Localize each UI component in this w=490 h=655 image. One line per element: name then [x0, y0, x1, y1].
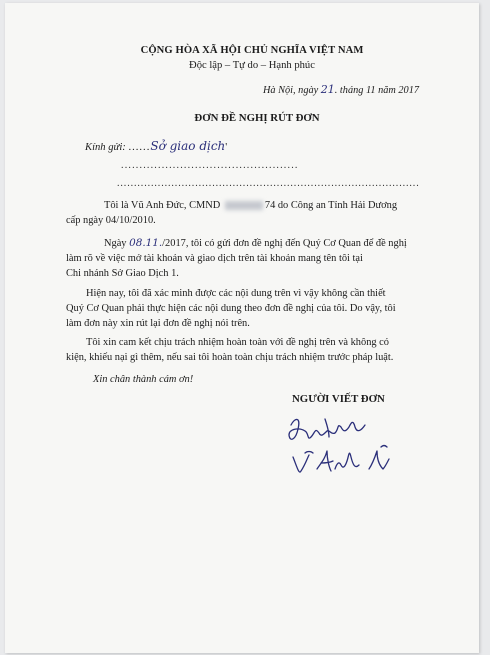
national-header: CỘNG HÒA XÃ HỘI CHỦ NGHĨA VIỆT NAM	[140, 45, 364, 56]
place-and-date	[263, 83, 419, 96]
date-middle: . tháng	[334, 85, 366, 96]
request-text-b: /2017, tôi có gửi đơn đề nghị đến Quý Cơ Quan để đề nghị	[162, 238, 407, 249]
request-line-2: làm rõ về việc mở tài khoản và giao dịch trên tài khoản mang tên tôi tại	[66, 253, 363, 264]
request-date-handwritten: 08.11.	[129, 237, 163, 249]
date-day-handwritten: 21	[320, 83, 335, 96]
request-text-a: Ngày	[104, 238, 130, 249]
document-title: ĐƠN ĐỀ NGHỊ RÚT ĐƠN	[194, 112, 320, 124]
withdrawal-line-2: Quý Cơ Quan phải thực hiện các nội dung theo đơn đề nghị của tôi. Do vậy, tôi	[66, 303, 396, 314]
recipient-dots: ......	[128, 142, 151, 153]
signer-title: NGƯỜI VIẾT ĐƠN	[292, 393, 385, 405]
commitment-line-2: kiện, khiếu nại gì thêm, nếu sai tôi hoàn toàn chịu trách nhiệm trước pháp luật.	[66, 352, 394, 363]
date-suffix: năm 2017	[375, 85, 419, 96]
recipient-dots-after: '	[225, 142, 228, 153]
paragraph-withdrawal	[66, 286, 426, 331]
document-page	[5, 3, 479, 653]
withdrawal-line-3: làm đơn này xin rút lại đơn đề nghị nói trên.	[66, 318, 250, 329]
paragraph-commitment	[66, 335, 426, 365]
identity-line-1	[66, 198, 426, 213]
withdrawal-line-1: Hiện nay, tôi đã xác minh được các nội dung trên vì vậy không cần thiết	[86, 288, 386, 299]
date-prefix: Hà Nội, ngày	[263, 85, 321, 96]
recipient-dotline-3: .........................................................................................	[117, 178, 420, 189]
request-line-3: Chi nhánh Sở Giao Dịch 1.	[66, 268, 179, 279]
request-line-1	[66, 236, 426, 251]
national-motto: Độc lập – Tự do – Hạnh phúc	[189, 60, 315, 71]
paragraph-identity	[66, 198, 426, 228]
identity-text-a: Tôi là Vũ Anh Đức, CMND	[104, 200, 223, 211]
paragraph-request	[66, 236, 426, 281]
commitment-line-1: Tôi xin cam kết chịu trách nhiệm hoàn toàn với đề nghị trên và không có	[86, 337, 389, 348]
date-month: 11	[365, 85, 376, 96]
recipient-label: Kính gửi:	[85, 142, 129, 153]
recipient-dotline-2: ................................................	[121, 160, 299, 171]
recipient-line	[85, 139, 227, 153]
handwritten-signature	[285, 413, 405, 493]
recipient-handwritten: Sở giao dịch	[150, 139, 226, 153]
redacted-id-number	[225, 201, 263, 210]
thanks-line: Xin chân thành cám ơn!	[93, 374, 194, 385]
identity-line-2: cấp ngày 04/10/2010.	[66, 215, 156, 226]
identity-text-b: 74 do Công an Tỉnh Hải Dương	[264, 200, 398, 211]
